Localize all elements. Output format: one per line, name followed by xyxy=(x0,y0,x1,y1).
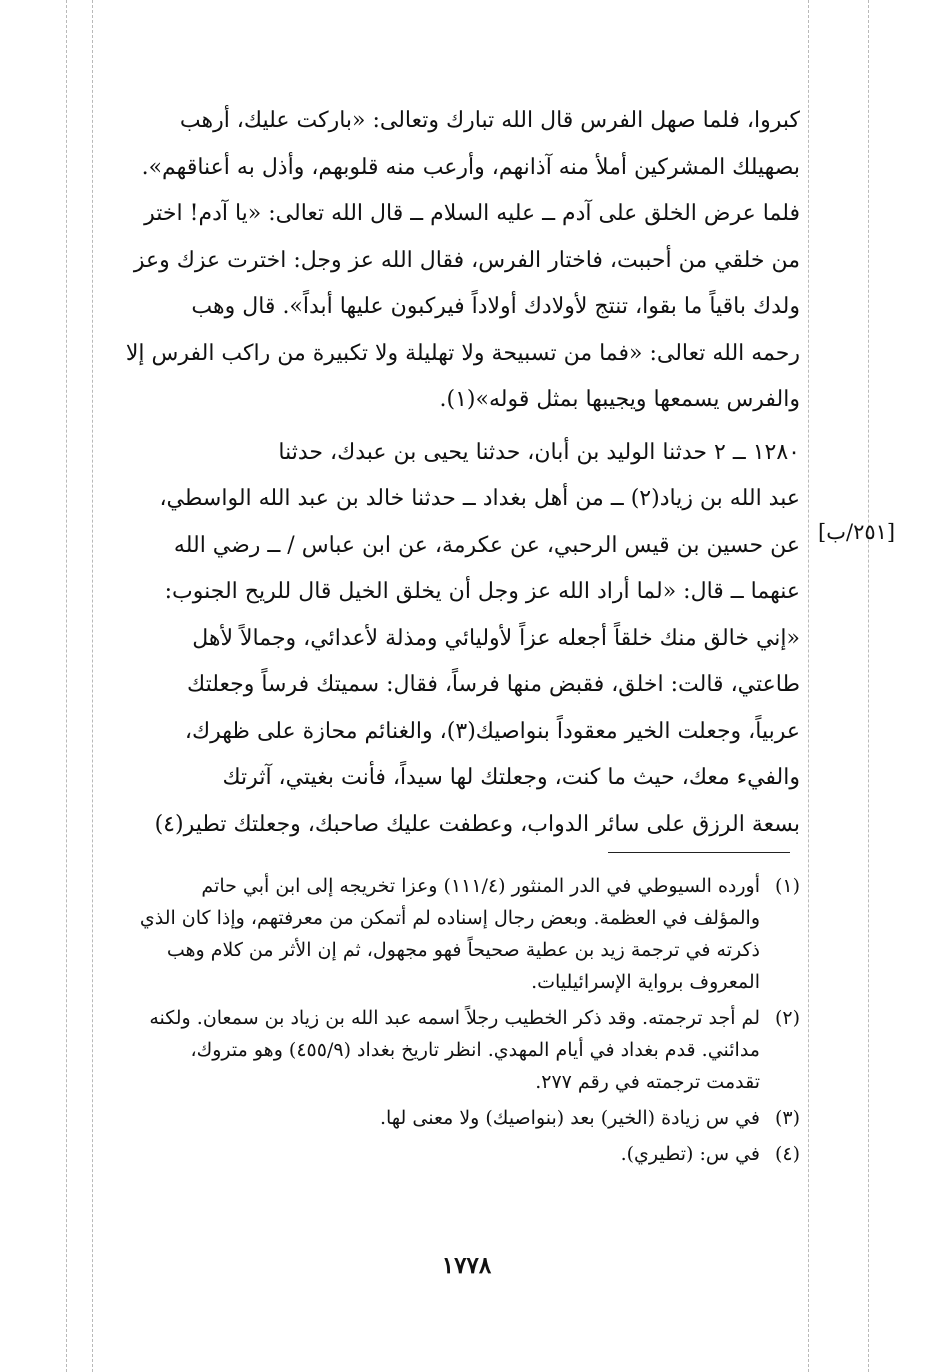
text-line: ذكرته في ترجمة زيد بن عطية صحيحاً فهو مجهول، ثم إن الأثر من كلام وهب xyxy=(166,939,760,961)
footnote xyxy=(100,870,800,998)
text-line: عنهما ــ قال: «لما أراد الله عز وجل أن يخلق الخيل قال للريح الجنوب: xyxy=(164,579,800,604)
page-number: ١٧٧٨ xyxy=(441,1252,492,1279)
text-line: كبروا، فلما صهل الفرس قال الله تبارك وتعالى: «باركت عليك، أرهب xyxy=(179,108,800,133)
text-line: عن حسين بن قيس الرحبي، عن عكرمة، عن ابن عباس / ــ رضي الله xyxy=(173,532,800,558)
text-line: والفيء معك، حيث ما كنت، وجعلتك لها سيداً، فأنت بغيتي، آثرتك xyxy=(222,765,800,790)
footnote-number: (٢) xyxy=(774,1007,800,1029)
text-line: طاعتي، قالت: اخلق، فقبض منها فرساً، فقال: سميتك فرساً وجعلتك xyxy=(187,672,800,697)
scan-guide-line xyxy=(868,0,869,1372)
scan-guide-line xyxy=(66,0,67,1372)
text-line: والمؤلف في العظمة. وبعض رجال إسناده لم أتمكن من معرفتهم، وإذا كان الذي xyxy=(139,907,760,929)
footnote-number: (١) xyxy=(774,875,800,897)
scan-guide-line xyxy=(92,0,93,1372)
text-line: عبد الله بن زياد(٢) ــ من أهل بغداد ــ حدثنا خالد بن عبد الله الواسطي، xyxy=(159,486,800,511)
text-line: بسعة الرزق على سائر الدواب، وعطفت عليك صاحبك، وجعلتك تطير(٤) xyxy=(154,811,800,837)
text-line: أورده السيوطي في الدر المنثور (١١١/٤) وعزا تخريجه إلى ابن أبي حاتم xyxy=(201,875,760,897)
paragraph xyxy=(100,98,800,424)
text-line: لم أجد ترجمته. وقد ذكر الخطيب رجلاً اسمه عبد الله بن زياد بن سمعان. ولكنه xyxy=(149,1007,760,1029)
text-line: بصهيلك المشركين أملأ منه آذانهم، وأرعب منه قلوبهم، وأذل به أعناقهم». xyxy=(141,154,800,180)
text-line: المعروف برواية الإسرائيليات. xyxy=(531,971,760,993)
footnote-text xyxy=(100,870,760,998)
text-line: مدائني. قدم بغداد في أيام المهدي. انظر تاريخ بغداد (٤٥٥/٩) وهو متروك، xyxy=(190,1039,760,1061)
text-line: في س زيادة (الخير) بعد (بنواصيك) ولا معنى لها. xyxy=(379,1107,760,1129)
text-line: والفرس يسمعها ويجيبها بمثل قوله»(١). xyxy=(439,387,800,412)
main-text xyxy=(100,98,800,848)
footnote-text xyxy=(100,1138,760,1170)
text-line: ولدك باقياً ما بقوا، تنتج لأولادك أولاداً فيركبون عليها أبداً». قال وهب xyxy=(191,294,800,319)
text-line: فلما عرض الخلق على آدم ــ عليه السلام ــ قال الله تعالى: «يا آدم! اختر xyxy=(144,201,800,226)
text-line: ١٢٨٠ ــ ٢ حدثنا الوليد بن أبان، حدثنا يحيى بن عبدك، حدثنا xyxy=(278,439,800,465)
footnote xyxy=(100,1138,800,1170)
footnote-number: (٤) xyxy=(774,1143,800,1165)
footnote-text xyxy=(100,1102,760,1134)
hadith-paragraph xyxy=(100,430,800,849)
scan-guide-line xyxy=(808,0,809,1372)
text-line: «إني خالق منك خلقاً أجعله عزاً لأوليائي ومذلة لأعدائي، وجمالاً لأهل xyxy=(192,625,800,651)
footnotes xyxy=(100,870,800,1174)
text-line: في س: (تطيري). xyxy=(620,1143,760,1165)
footnote-divider xyxy=(608,852,790,853)
footnote-number: (٣) xyxy=(774,1107,800,1129)
text-line: رحمه الله تعالى: «فما من تسبيحة ولا تهليلة ولا تكبيرة من راكب الفرس إلا xyxy=(125,340,800,366)
manuscript-folio-reference: [٢٥١/ب] xyxy=(818,520,896,544)
text-line: عربياً، وجعلت الخير معقوداً بنواصيك(٣)، والغنائم محازة على ظهرك، xyxy=(184,718,800,744)
footnote xyxy=(100,1102,800,1134)
footnote xyxy=(100,1002,800,1098)
text-line: من خلقي من أحببت، فاختار الفرس، فقال الله عز وجل: اخترت عزك وعز xyxy=(133,247,800,273)
text-line: تقدمت ترجمته في رقم ٢٧٧. xyxy=(535,1071,760,1093)
footnote-text xyxy=(100,1002,760,1098)
